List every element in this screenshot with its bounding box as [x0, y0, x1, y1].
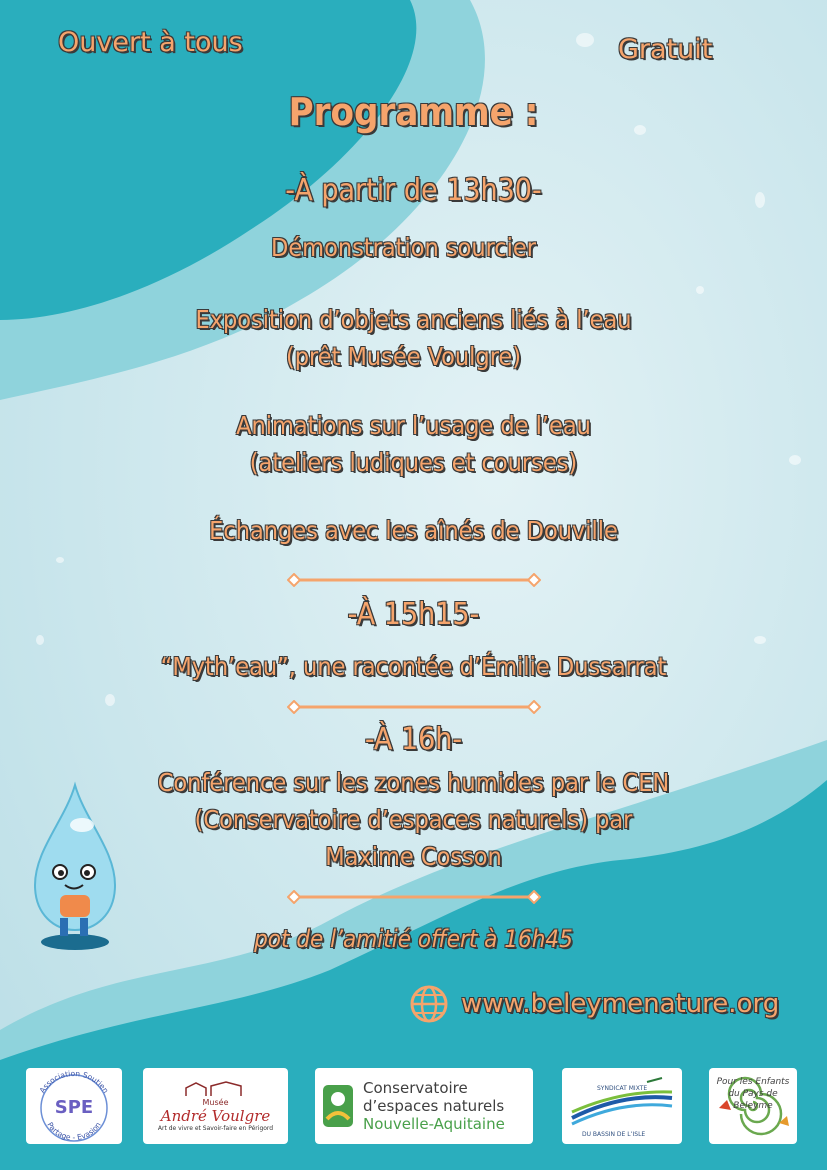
program-item: Animations sur l’usage de l’eau: [236, 411, 591, 440]
program-item: (Conservatoire d’espaces naturels) par: [194, 805, 633, 834]
program-item: Démonstration sourcier: [271, 233, 536, 262]
logo-cen: [315, 1068, 533, 1144]
cen-line3: Nouvelle-Aquitaine: [363, 1115, 505, 1133]
section3-time: -À 16h-: [364, 722, 463, 757]
spe-main-text: SPE: [54, 1097, 94, 1118]
syndicat-bottom: DU BASSIN DE L’ISLE: [582, 1131, 646, 1138]
logo-syndicat-isle: [562, 1068, 682, 1144]
logo-musee-andre-voulgre: [143, 1068, 288, 1144]
divider: [287, 890, 541, 904]
svg-text:Association Soutien: Association Soutien: [37, 1068, 111, 1095]
program-item: Exposition d’objets anciens liés à l’eau: [195, 305, 632, 334]
musee-name: André Voulgre: [160, 1107, 271, 1125]
syndicat-top: SYNDICAT MIXTE: [597, 1085, 648, 1092]
program-item: Conférence sur les zones humides par le CEN: [157, 768, 670, 797]
program-item: Échanges avec les aînés de Douville: [209, 516, 618, 545]
globe-icon: [409, 984, 449, 1024]
musee-top: Musée: [202, 1098, 229, 1107]
program-item: Maxime Cosson: [325, 842, 502, 871]
program-item: (prêt Musée Voulgre): [285, 342, 522, 371]
musee-sub: Art de vivre et Savoir-faire en Périgord: [157, 1125, 274, 1132]
svg-text:Partage - Evasion: Partage - Evasion: [45, 1120, 103, 1143]
section2-time: -À 15h15-: [347, 597, 480, 632]
cen-line2: d’espaces naturels: [363, 1097, 505, 1115]
cen-line1: Conservatoire: [363, 1079, 468, 1097]
website-url: www.beleymenature.org: [461, 989, 780, 1019]
open-to-all-label: Ouvert à tous: [58, 27, 243, 58]
program-item: (ateliers ludiques et courses): [249, 448, 578, 477]
closing-drink-note: pot de l’amitié offert à 16h45: [254, 925, 573, 953]
website-link[interactable]: [409, 984, 779, 1024]
logo-enfants-beleyme: [709, 1068, 797, 1144]
free-label: Gratuit: [618, 34, 713, 65]
divider: [287, 573, 541, 587]
enfants-text: Pour les Enfants du Pays de Beleyme: [716, 1077, 790, 1111]
section1-time: -À partir de 13h30-: [285, 173, 542, 208]
logo-spe: [26, 1068, 122, 1144]
program-item: “Myth’eau”, une racontée d’Émilie Dussarrat: [160, 652, 667, 681]
divider: [287, 700, 541, 714]
page-title: Programme :: [288, 90, 539, 134]
